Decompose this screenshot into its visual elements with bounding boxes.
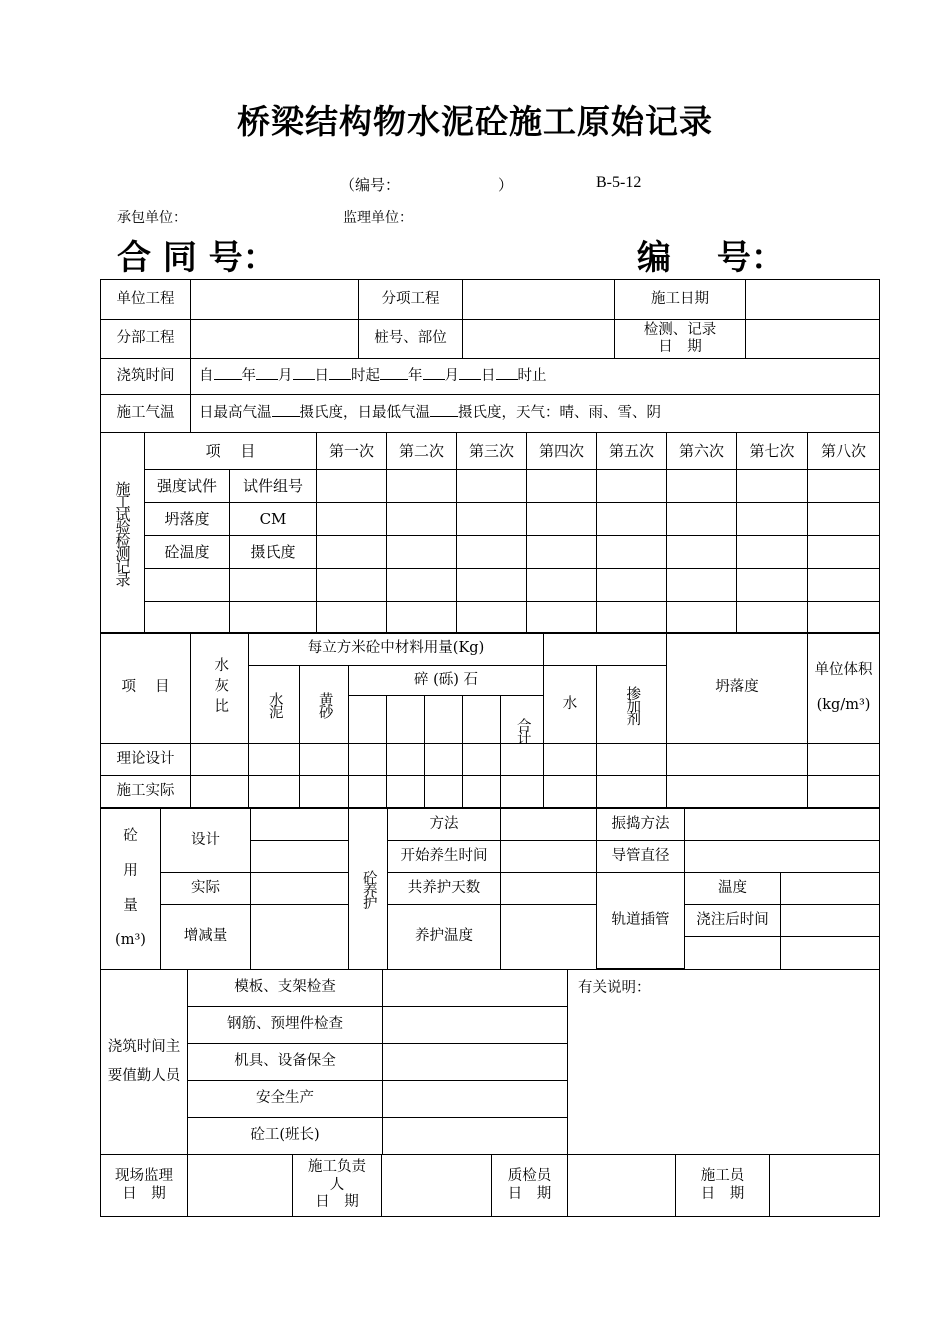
pour-time-field[interactable]: 自 年 月 日 时起 年 月 日 时止 bbox=[191, 359, 880, 395]
curing-start-label: 开始养生时间 bbox=[388, 841, 501, 873]
volume-cell[interactable] bbox=[781, 873, 880, 905]
test-cell[interactable] bbox=[317, 602, 387, 634]
worker-sign-label: 施工员 日 期 bbox=[676, 1155, 770, 1217]
duty-item: 模板、支架检查 bbox=[188, 970, 383, 1007]
mix-cell[interactable] bbox=[667, 744, 808, 776]
method-label: 方法 bbox=[388, 809, 501, 841]
test-col-6: 第六次 bbox=[667, 433, 737, 470]
unit-project-field[interactable] bbox=[191, 280, 359, 320]
test-cell[interactable] bbox=[737, 536, 808, 569]
total-header: 合计 bbox=[501, 696, 544, 744]
duty-cell[interactable] bbox=[383, 1118, 568, 1155]
test-cell[interactable] bbox=[597, 602, 667, 634]
rail-pipe-label: 轨道插管 bbox=[597, 873, 685, 969]
test-cell[interactable] bbox=[667, 536, 737, 569]
test-cell[interactable] bbox=[457, 470, 527, 503]
duty-cell[interactable] bbox=[383, 1044, 568, 1081]
gravel-sub bbox=[349, 696, 387, 744]
test-cell[interactable] bbox=[667, 569, 737, 602]
after-pour-label: 浇注后时间 bbox=[685, 905, 781, 937]
mix-cell[interactable] bbox=[463, 744, 501, 776]
volume-cell[interactable] bbox=[685, 937, 781, 970]
contractor-label: 承包单位： bbox=[117, 210, 187, 226]
test-cell[interactable] bbox=[737, 569, 808, 602]
test-cell[interactable] bbox=[527, 569, 597, 602]
supervisor-sign-field[interactable] bbox=[188, 1155, 293, 1217]
mix-cell[interactable] bbox=[808, 776, 880, 808]
mix-cell[interactable] bbox=[387, 744, 425, 776]
change-label: 增减量 bbox=[161, 905, 251, 970]
volume-table bbox=[100, 808, 880, 970]
unit-project-label: 单位工程 bbox=[101, 280, 191, 320]
blank-cell bbox=[544, 633, 667, 666]
curing-label: 砼养护 bbox=[349, 809, 388, 970]
test-cell[interactable] bbox=[317, 569, 387, 602]
mix-cell[interactable] bbox=[463, 776, 501, 808]
test-cell[interactable] bbox=[808, 602, 880, 634]
test-cell[interactable] bbox=[527, 602, 597, 634]
test-cell[interactable] bbox=[457, 602, 527, 634]
test-cell[interactable] bbox=[230, 569, 317, 602]
mix-cell[interactable] bbox=[425, 744, 463, 776]
duty-cell[interactable] bbox=[383, 970, 568, 1007]
test-col-7: 第七次 bbox=[737, 433, 808, 470]
test-row-name: 砼温度 bbox=[145, 536, 230, 569]
inspector-sign-field[interactable] bbox=[568, 1155, 676, 1217]
curing-temp-label: 养护温度 bbox=[388, 905, 501, 970]
volume-cell[interactable] bbox=[501, 841, 597, 873]
volume-cell[interactable] bbox=[501, 905, 597, 970]
test-section-label: 施工试验检测记录 bbox=[101, 433, 145, 634]
test-cell[interactable] bbox=[597, 470, 667, 503]
test-col-5: 第五次 bbox=[597, 433, 667, 470]
material-header: 每立方米砼中材料用量(Kg) bbox=[249, 633, 544, 666]
duty-cell[interactable] bbox=[383, 1081, 568, 1118]
mix-cell[interactable] bbox=[300, 744, 349, 776]
test-cell[interactable] bbox=[597, 503, 667, 536]
test-row-name: 坍落度 bbox=[145, 503, 230, 536]
temperature-label: 温度 bbox=[685, 873, 781, 905]
test-cell[interactable] bbox=[667, 602, 737, 634]
test-cell[interactable] bbox=[457, 503, 527, 536]
test-cell[interactable] bbox=[667, 470, 737, 503]
test-row-name: 强度试件 bbox=[145, 470, 230, 503]
volume-cell[interactable] bbox=[501, 809, 597, 841]
duty-label: 浇筑时间主要值勤人员 bbox=[101, 970, 188, 1155]
test-cell[interactable] bbox=[527, 536, 597, 569]
sub-item-field[interactable] bbox=[463, 280, 615, 320]
volume-cell[interactable] bbox=[781, 905, 880, 937]
mix-cell[interactable] bbox=[425, 776, 463, 808]
test-cell[interactable] bbox=[317, 470, 387, 503]
page-title: 桥梁结构物水泥砼施工原始记录 bbox=[237, 102, 713, 141]
vibration-label: 振捣方法 bbox=[597, 809, 685, 841]
test-cell[interactable] bbox=[737, 470, 808, 503]
number-label: 编 号： bbox=[637, 238, 785, 278]
mix-cell[interactable] bbox=[191, 776, 249, 808]
test-cell[interactable] bbox=[387, 569, 457, 602]
test-cell[interactable] bbox=[145, 602, 230, 634]
test-cell[interactable] bbox=[317, 536, 387, 569]
design-label: 设计 bbox=[161, 809, 251, 873]
test-cell[interactable] bbox=[737, 602, 808, 634]
cement-header: 水泥 bbox=[249, 666, 300, 744]
test-cell[interactable] bbox=[387, 602, 457, 634]
gravel-header: 碎 (砾) 石 bbox=[349, 666, 544, 696]
gravel-sub bbox=[463, 696, 501, 744]
construction-date-label: 施工日期 bbox=[615, 280, 746, 320]
mix-cell[interactable] bbox=[249, 776, 300, 808]
supervisor-sign-label: 现场监理 日 期 bbox=[101, 1155, 188, 1217]
row-actual-label: 施工实际 bbox=[101, 776, 191, 808]
test-cell[interactable] bbox=[387, 470, 457, 503]
gravel-sub bbox=[425, 696, 463, 744]
test-cell[interactable] bbox=[667, 503, 737, 536]
weather-label: 施工气温 bbox=[101, 395, 191, 433]
test-cell[interactable] bbox=[387, 503, 457, 536]
mix-cell[interactable] bbox=[597, 744, 667, 776]
code-label: （编号： bbox=[340, 176, 401, 194]
test-cell[interactable] bbox=[527, 470, 597, 503]
mix-cell[interactable] bbox=[667, 776, 808, 808]
worker-sign-field[interactable] bbox=[770, 1155, 880, 1217]
volume-cell[interactable] bbox=[685, 809, 880, 841]
test-cell[interactable] bbox=[317, 503, 387, 536]
signature-table bbox=[100, 1154, 880, 1217]
leader-sign-field[interactable] bbox=[382, 1155, 492, 1217]
mix-cell[interactable] bbox=[544, 776, 597, 808]
slump-header: 坍落度 bbox=[667, 633, 808, 744]
weather-field[interactable]: 日最高气温 摄氏度，日最低气温 摄氏度，天气：晴、雨、雪、阴 bbox=[191, 395, 880, 433]
sub-division-field[interactable] bbox=[191, 320, 359, 359]
header-table bbox=[100, 279, 880, 433]
sub-item-label: 分项工程 bbox=[359, 280, 463, 320]
form-code: B-5-12 bbox=[596, 174, 642, 191]
duty-table bbox=[100, 969, 880, 1155]
pour-time-label: 浇筑时间 bbox=[101, 359, 191, 395]
test-cell[interactable] bbox=[230, 602, 317, 634]
pile-position-label: 桩号、部位 bbox=[359, 320, 463, 359]
inspect-date-field[interactable] bbox=[746, 320, 880, 359]
test-row-unit: CM bbox=[230, 503, 317, 536]
admixture-header: 掺加剂 bbox=[597, 666, 667, 744]
curing-days-label: 共养护天数 bbox=[388, 873, 501, 905]
test-cell[interactable] bbox=[145, 569, 230, 602]
mix-item-header: 项 目 bbox=[101, 633, 191, 744]
duty-item: 安全生产 bbox=[188, 1081, 383, 1118]
test-col-8: 第八次 bbox=[808, 433, 880, 470]
volume-cell[interactable] bbox=[251, 841, 349, 873]
mix-cell[interactable] bbox=[249, 744, 300, 776]
mix-cell[interactable] bbox=[191, 744, 249, 776]
supervisor-label: 监理单位： bbox=[343, 210, 413, 226]
test-cell[interactable] bbox=[808, 536, 880, 569]
inspect-date-label: 检测、记录 日 期 bbox=[615, 320, 746, 359]
construction-date-field[interactable] bbox=[746, 280, 880, 320]
gravel-sub bbox=[387, 696, 425, 744]
test-cell[interactable] bbox=[808, 503, 880, 536]
test-row-unit: 试件组号 bbox=[230, 470, 317, 503]
volume-cell[interactable] bbox=[685, 841, 880, 873]
test-cell[interactable] bbox=[808, 569, 880, 602]
water-header: 水 bbox=[544, 666, 597, 744]
unit-volume-header: 单位体积 (kg/m³) bbox=[808, 633, 880, 744]
test-cell[interactable] bbox=[527, 503, 597, 536]
duty-item: 砼工(班长) bbox=[188, 1118, 383, 1155]
test-cell[interactable] bbox=[597, 536, 667, 569]
code-paren: ） bbox=[498, 176, 514, 194]
volume-cell[interactable] bbox=[781, 937, 880, 970]
row-design-label: 理论设计 bbox=[101, 744, 191, 776]
test-col-2: 第二次 bbox=[387, 433, 457, 470]
test-row-unit: 摄氏度 bbox=[230, 536, 317, 569]
mix-cell[interactable] bbox=[349, 744, 387, 776]
pipe-diameter-label: 导管直径 bbox=[597, 841, 685, 873]
duty-cell[interactable] bbox=[383, 1007, 568, 1044]
mix-cell[interactable] bbox=[544, 744, 597, 776]
mix-cell[interactable] bbox=[597, 776, 667, 808]
inspector-sign-label: 质检员 日 期 bbox=[492, 1155, 568, 1217]
contract-number-label: 合 同 号： bbox=[117, 238, 277, 278]
test-col-3: 第三次 bbox=[457, 433, 527, 470]
mix-cell[interactable] bbox=[501, 744, 544, 776]
pile-position-field[interactable] bbox=[463, 320, 615, 359]
test-record-table bbox=[100, 432, 880, 634]
volume-cell[interactable] bbox=[251, 873, 349, 905]
volume-cell[interactable] bbox=[501, 873, 597, 905]
volume-cell[interactable] bbox=[251, 809, 349, 841]
actual-label: 实际 bbox=[161, 873, 251, 905]
volume-label: 砼 用 量 (m³) bbox=[101, 809, 161, 970]
test-cell[interactable] bbox=[457, 536, 527, 569]
test-col-4: 第四次 bbox=[527, 433, 597, 470]
test-col-1: 第一次 bbox=[317, 433, 387, 470]
volume-cell[interactable] bbox=[251, 905, 349, 970]
duty-item: 钢筋、预埋件检查 bbox=[188, 1007, 383, 1044]
mix-cell[interactable] bbox=[387, 776, 425, 808]
test-item-header: 项 目 bbox=[145, 433, 317, 470]
leader-sign-label: 施工负责人 日 期 bbox=[293, 1155, 382, 1217]
wc-ratio-header: 水灰比 bbox=[191, 633, 249, 744]
test-cell[interactable] bbox=[808, 470, 880, 503]
test-cell[interactable] bbox=[387, 536, 457, 569]
duty-item: 机具、设备保全 bbox=[188, 1044, 383, 1081]
sub-division-label: 分部工程 bbox=[101, 320, 191, 359]
mix-cell[interactable] bbox=[349, 776, 387, 808]
mix-cell[interactable] bbox=[501, 776, 544, 808]
mix-cell[interactable] bbox=[300, 776, 349, 808]
test-cell[interactable] bbox=[737, 503, 808, 536]
notes-field[interactable]: 有关说明： bbox=[568, 970, 880, 1155]
test-cell[interactable] bbox=[457, 569, 527, 602]
test-cell[interactable] bbox=[597, 569, 667, 602]
sand-header: 黄砂 bbox=[300, 666, 349, 744]
mix-table bbox=[100, 632, 880, 808]
mix-cell[interactable] bbox=[808, 744, 880, 776]
